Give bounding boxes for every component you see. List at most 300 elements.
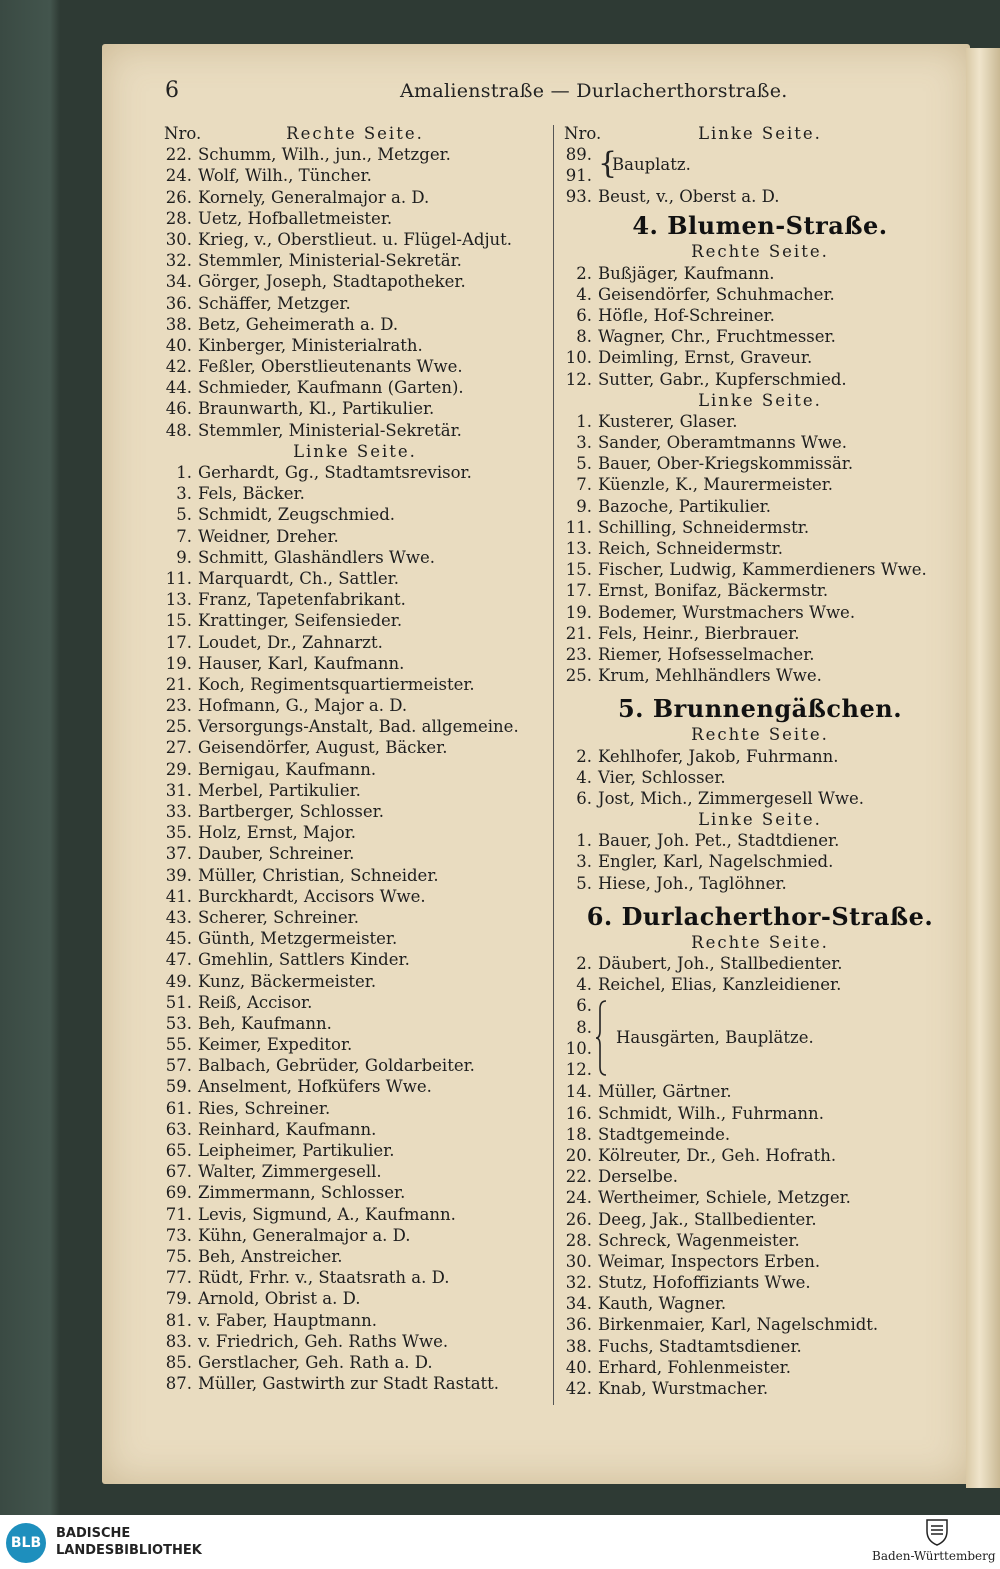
entry-name: Görger, Joseph, Stadtapotheker.: [198, 272, 466, 292]
entry-number-row: [560, 1059, 960, 1080]
entry-name: Balbach, Gebrüder, Goldarbeiter.: [198, 1056, 475, 1076]
entry-row: [160, 716, 550, 737]
state-name: Baden-Württemberg: [872, 1549, 996, 1563]
entry-number: 15.: [165, 611, 192, 631]
entry-number: 11.: [165, 568, 192, 588]
entry-number: 85.: [165, 1352, 192, 1372]
column-divider: [553, 125, 554, 1405]
entry-name: Schreck, Wagenmeister.: [598, 1230, 800, 1250]
entry-name: Burckhardt, Accisors Wwe.: [198, 886, 426, 906]
entry-number: 4.: [576, 975, 592, 995]
entry-row: [560, 788, 960, 809]
entry-number: 1.: [176, 463, 192, 482]
entry-row: [160, 165, 550, 186]
entry-name: Krieg, v., Oberstlieut. u. Flügel-Adjut.: [198, 229, 513, 249]
entry-row: [560, 538, 960, 559]
entry-number: 32.: [565, 1273, 592, 1293]
library-name-line: BADISCHE: [56, 1526, 131, 1541]
entry-row: [160, 886, 550, 907]
entry-number: 31.: [165, 780, 192, 800]
entry-row: [160, 335, 550, 356]
entry-name: Beh, Anstreicher.: [198, 1246, 343, 1266]
entry-list-right-side: [560, 1081, 960, 1399]
entry-number: 38.: [165, 314, 192, 334]
side-label-left: [560, 390, 960, 411]
entry-number: 40.: [565, 1357, 592, 1377]
entry-row: [160, 737, 550, 758]
entry-name: Schilling, Schneidermstr.: [598, 517, 810, 537]
entry-number: 27.: [165, 738, 192, 758]
entry-row: [560, 1336, 960, 1357]
page-edge: [966, 48, 1000, 1488]
entry-number: 13.: [565, 539, 592, 558]
entry-list-right-side: [160, 144, 550, 441]
entry-row: [560, 1230, 960, 1251]
entry-name: Müller, Gärtner.: [598, 1082, 732, 1102]
entry-row: [160, 1034, 550, 1055]
side-label-text: Rechte Seite.: [691, 725, 829, 745]
entry-number: 5.: [576, 873, 592, 893]
entry-name: Geisendörfer, Schuhmacher.: [598, 284, 835, 304]
entry-row: [160, 1310, 550, 1331]
entry-name: Hausgärten, Bauplätze.: [616, 1028, 814, 1048]
entry-number: 5.: [176, 505, 192, 525]
entry-row: [560, 517, 960, 538]
entry-name: v. Faber, Hauptmann.: [198, 1310, 377, 1330]
entry-name: Weidner, Dreher.: [198, 526, 339, 546]
entry-row: [160, 420, 550, 441]
entry-number: 63.: [165, 1119, 192, 1139]
entry-number: 38.: [565, 1336, 592, 1356]
entry-row: [160, 1331, 550, 1352]
entry-name: Fischer, Ludwig, Kammerdieners Wwe.: [598, 560, 927, 580]
entry-row: [160, 229, 550, 250]
entry-row: [160, 1352, 550, 1373]
entry-number: 2.: [576, 954, 592, 973]
right-column: [560, 123, 960, 1399]
entry-name: Dauber, Schreiner.: [198, 844, 355, 864]
entry-name: Bauer, Joh. Pet., Stadtdiener.: [598, 831, 840, 851]
entry-name: Rüdt, Frhr. v., Staatsrath a. D.: [198, 1268, 450, 1288]
entry-name: Sander, Oberamtmanns Wwe.: [598, 433, 848, 453]
entry-row: [160, 250, 550, 271]
nro-label: Nro.: [164, 124, 202, 143]
entry-name: Versorgungs-Anstalt, Bad. allgemeine.: [198, 717, 519, 737]
entry-number: 89.: [565, 145, 592, 165]
entry-row: [160, 1076, 550, 1097]
entry-name: Erhard, Fohlenmeister.: [598, 1357, 791, 1377]
entry-name: Schäffer, Metzger.: [198, 293, 351, 313]
side-label-right: [560, 241, 960, 262]
entry-number: 7.: [576, 475, 592, 495]
side-label-left: [560, 123, 960, 144]
entry-number: 26.: [165, 187, 192, 207]
entry-number: 43.: [165, 907, 192, 927]
entry-name: Kehlhofer, Jakob, Fuhrmann.: [598, 746, 839, 766]
entry-row: [560, 644, 960, 665]
entry-number: 79.: [165, 1289, 192, 1309]
entry-number: 37.: [165, 844, 192, 864]
entry-name: Schumm, Wilh., jun., Metzger.: [198, 145, 451, 165]
entry-name: Stemmler, Ministerial-Sekretär.: [198, 251, 462, 271]
entry-name: Kusterer, Glaser.: [598, 411, 738, 431]
entry-list-left-side: [560, 830, 960, 894]
entry-row: [560, 974, 960, 995]
brace-group-89-91: [560, 144, 960, 186]
entry-number: 36.: [565, 1315, 592, 1335]
entry-name: Däubert, Joh., Stallbedienter.: [598, 954, 843, 973]
entry-number: 36.: [165, 293, 192, 313]
entry-row: [160, 293, 550, 314]
entry-row: [560, 411, 960, 432]
entry-name: Betz, Geheimerath a. D.: [198, 314, 399, 334]
entry-number: 26.: [565, 1209, 592, 1229]
entry-name: Kinberger, Ministerialrath.: [198, 335, 423, 355]
entry-number: 6.: [576, 996, 592, 1016]
entry-number: 75.: [165, 1246, 192, 1266]
entry-number: 11.: [565, 517, 592, 537]
entry-number: 25.: [165, 717, 192, 737]
entry-row: [560, 1209, 960, 1230]
entry-name: Bauplatz.: [612, 155, 691, 175]
side-label-right: [560, 724, 960, 745]
entry-number: 30.: [565, 1251, 592, 1271]
entry-row: [160, 398, 550, 419]
entry-name: Engler, Karl, Nagelschmied.: [598, 852, 834, 872]
brace-glyph: {: [598, 146, 618, 182]
entry-name: Jost, Mich., Zimmergesell Wwe.: [598, 788, 865, 808]
entry-number: 25.: [565, 666, 592, 686]
entry-name: Ries, Schreiner.: [198, 1098, 331, 1118]
entry-row: [160, 356, 550, 377]
entry-number: 9.: [176, 547, 192, 567]
entry-number: 1.: [576, 831, 592, 851]
entry-name: Anselment, Hofküfers Wwe.: [198, 1077, 432, 1097]
entry-name: Arnold, Obrist a. D.: [198, 1289, 361, 1309]
entry-row: [160, 653, 550, 674]
entry-name: Wagner, Chr., Fruchtmesser.: [598, 327, 836, 347]
entry-name: Gerhardt, Gg., Stadtamtsrevisor.: [198, 463, 472, 482]
entry-row: [560, 1378, 960, 1399]
entry-number: 24.: [565, 1188, 592, 1208]
entry-number: 49.: [165, 971, 192, 991]
entry-number: 34.: [165, 272, 192, 292]
entry-number: 13.: [165, 590, 192, 610]
entry-name: Höfle, Hof-Schreiner.: [598, 305, 775, 325]
entry-number: 33.: [165, 802, 192, 821]
entry-name: Derselbe.: [598, 1167, 678, 1187]
library-name-line: LANDESBIBLIOTHEK: [56, 1543, 202, 1558]
brace-group-6-12: [560, 995, 960, 1081]
entry-number: 7.: [176, 526, 192, 546]
entry-row: [160, 144, 550, 165]
entry-name: Günth, Metzgermeister.: [198, 929, 398, 949]
entry-number: 48.: [165, 420, 192, 440]
entry-row: [560, 1081, 960, 1102]
entry-name: Hiese, Joh., Taglöhner.: [598, 873, 787, 893]
entry-name: Bodemer, Wurstmachers Wwe.: [598, 602, 856, 622]
entry-row: [160, 1225, 550, 1246]
entry-name: Reich, Schneidermstr.: [598, 539, 783, 558]
entry-number: 16.: [565, 1103, 592, 1123]
entry-row: [560, 453, 960, 474]
state-crest-icon: [922, 1517, 952, 1547]
entry-number: 41.: [165, 886, 192, 906]
entry-number: 65.: [165, 1141, 192, 1160]
entry-row: [560, 767, 960, 788]
entry-name: Stemmler, Ministerial-Sekretär.: [198, 420, 462, 440]
entry-row: [160, 1373, 550, 1394]
entry-name: Ernst, Bonifaz, Bäckermstr.: [598, 581, 829, 601]
entry-number: 42.: [165, 357, 192, 377]
entry-name: Deeg, Jak., Stallbedienter.: [598, 1209, 817, 1229]
entry-name: Bußjäger, Kaufmann.: [598, 263, 775, 283]
entry-name: Levis, Sigmund, A., Kaufmann.: [198, 1204, 456, 1224]
entry-number: 15.: [565, 560, 592, 580]
entry-row: [160, 589, 550, 610]
entry-name: v. Friedrich, Geh. Raths Wwe.: [198, 1331, 449, 1351]
entry-name: Fels, Bäcker.: [198, 484, 305, 504]
entry-name: Keimer, Expeditor.: [198, 1035, 353, 1055]
entry-number: 4.: [576, 767, 592, 787]
entry-row: [560, 1124, 960, 1145]
side-label-text: Linke Seite.: [698, 810, 822, 830]
entry-number: 20.: [565, 1145, 592, 1165]
side-label-left: [160, 441, 550, 462]
entry-row: [560, 1314, 960, 1335]
entry-number: 4.: [576, 284, 592, 304]
entry-row: [160, 504, 550, 525]
entry-number: 39.: [165, 865, 192, 885]
entry-name: Stadtgemeinde.: [598, 1124, 731, 1144]
entry-name: Kornely, Generalmajor a. D.: [198, 187, 430, 207]
entry-row: [160, 865, 550, 886]
entry-name: Merbel, Partikulier.: [198, 780, 361, 800]
entry-number: 12.: [565, 369, 592, 389]
entry-row: [160, 208, 550, 229]
entry-row: [560, 1166, 960, 1187]
entry-number: 83.: [165, 1331, 192, 1351]
entry-number: 34.: [565, 1294, 592, 1314]
entry-row: [560, 369, 960, 390]
entry-name: Vier, Schlosser.: [598, 767, 726, 787]
entry-name: Hauser, Karl, Kaufmann.: [198, 653, 405, 673]
entry-name: Bauer, Ober-Kriegskommissär.: [598, 454, 854, 474]
entry-row: [160, 1098, 550, 1119]
entry-number-row: [560, 995, 960, 1016]
entry-number: 91.: [565, 166, 592, 186]
entry-name: Wertheimer, Schiele, Metzger.: [598, 1188, 851, 1208]
entry-row: [160, 801, 550, 822]
entry-number: 28.: [565, 1230, 592, 1250]
entry-row: [160, 843, 550, 864]
entry-number: 6.: [576, 788, 592, 808]
entry-number: 10.: [565, 348, 592, 368]
side-label-text: Rechte Seite.: [691, 932, 829, 952]
entry-list-right-side: [560, 953, 960, 995]
entry-row: [560, 851, 960, 872]
entry-name: Loudet, Dr., Zahnarzt.: [198, 632, 383, 652]
entry-row: [560, 602, 960, 623]
entry-name: Reinhard, Kaufmann.: [198, 1119, 377, 1139]
page-header: [160, 78, 960, 108]
entry-row: [160, 1140, 550, 1161]
entry-row: [160, 971, 550, 992]
entry-row: [560, 953, 960, 974]
entry-row: [160, 992, 550, 1013]
entry-row: [160, 1288, 550, 1309]
entry-row: [160, 462, 550, 483]
entry-row: [160, 907, 550, 928]
entry-number: 9.: [576, 496, 592, 516]
entry-row: [560, 432, 960, 453]
entry-number: 6.: [576, 305, 592, 325]
library-name: [56, 1525, 202, 1559]
entry-number: 87.: [165, 1374, 192, 1394]
entry-number: 51.: [165, 992, 192, 1012]
entry-number: 1.: [576, 411, 592, 431]
entry-name: Fuchs, Stadtamtsdiener.: [598, 1336, 802, 1356]
entry-name: Schmieder, Kaufmann (Garten).: [198, 378, 464, 398]
entry-number: 21.: [165, 674, 192, 694]
side-label-text: Linke Seite.: [698, 390, 822, 410]
entry-row: [160, 1204, 550, 1225]
entry-row: [160, 695, 550, 716]
entry-row: [160, 1246, 550, 1267]
entry-name: Kunz, Bäckermeister.: [198, 971, 377, 991]
entry-row: [160, 759, 550, 780]
entry-number: 45.: [165, 929, 192, 949]
entry-name: Weimar, Inspectors Erben.: [598, 1251, 821, 1271]
entry-number: 3.: [576, 852, 592, 872]
entry-number: 2.: [576, 746, 592, 766]
entry-number: 57.: [165, 1056, 192, 1076]
entry-number: 93.: [565, 187, 592, 207]
entry-number: 3.: [576, 433, 592, 453]
entry-number: 19.: [165, 653, 192, 673]
entry-name: Braunwarth, Kl., Partikulier.: [198, 399, 435, 419]
street-heading: 5. Brunnengäßchen.: [617, 694, 903, 724]
entry-number: 3.: [176, 484, 192, 504]
entry-row: [560, 873, 960, 894]
entry-name: Müller, Christian, Schneider.: [198, 865, 439, 885]
entry-number: 23.: [565, 644, 592, 664]
entry-row: [560, 1272, 960, 1293]
entry-row: [160, 1055, 550, 1076]
entry-name: Marquardt, Ch., Sattler.: [198, 568, 399, 588]
entry-row: [560, 665, 960, 686]
entry-row: [560, 1357, 960, 1378]
entry-row: [160, 1182, 550, 1203]
entry-row: [560, 559, 960, 580]
entry-row: [560, 263, 960, 284]
entry-name: Bartberger, Schlosser.: [198, 802, 384, 821]
entry-number: 42.: [565, 1379, 592, 1398]
entry-number: 47.: [165, 950, 192, 970]
entry-name: Holz, Ernst, Major.: [198, 823, 357, 843]
side-label-right: [560, 932, 960, 953]
entry-name: Schmitt, Glashändlers Wwe.: [198, 547, 435, 567]
entry-name: Walter, Zimmergesell.: [198, 1162, 382, 1182]
entry-number: 17.: [165, 632, 192, 652]
entry-name: Geisendörfer, August, Bäcker.: [198, 738, 448, 758]
entry-name: Scherer, Schreiner.: [198, 907, 359, 927]
entry-name: Wolf, Wilh., Tüncher.: [198, 166, 372, 186]
entry-row: [160, 1161, 550, 1182]
page-number: 6: [165, 78, 179, 103]
entry-name: Fels, Heinr., Bierbrauer.: [598, 623, 800, 643]
entry-number: 12.: [565, 1059, 592, 1079]
entry-name: Knab, Wurstmacher.: [598, 1379, 769, 1398]
entry-name: Hofmann, G., Major a. D.: [198, 696, 408, 716]
entry-name: Schmidt, Wilh., Fuhrmann.: [598, 1103, 824, 1123]
entry-number: 23.: [165, 696, 192, 716]
street-heading: 6. Durlacherthor-Straße.: [586, 901, 934, 931]
entry-number: 8.: [576, 327, 592, 347]
entry-list-right-side: [560, 263, 960, 390]
entry-name: Bernigau, Kaufmann.: [198, 759, 377, 779]
entry-row: [160, 632, 550, 653]
entry-number: 46.: [165, 399, 192, 419]
entry-number: 77.: [165, 1268, 192, 1288]
side-label-left: [560, 809, 960, 830]
entry-row: [560, 1293, 960, 1314]
entry-number: 69.: [165, 1183, 192, 1203]
entry-list-left-side: [160, 462, 550, 1394]
entry-row: [160, 822, 550, 843]
entry-row: [160, 271, 550, 292]
entry-row: [560, 284, 960, 305]
nro-label: Nro.: [564, 124, 602, 143]
entry-number: 55.: [165, 1035, 192, 1055]
entry-number: 22.: [565, 1167, 592, 1187]
entry-name: Kühn, Generalmajor a. D.: [198, 1225, 411, 1245]
entry-row: [160, 377, 550, 398]
side-label-text: Linke Seite.: [293, 441, 417, 461]
entry-number: 17.: [565, 581, 592, 601]
entry-number: 5.: [576, 454, 592, 474]
entry-row: [160, 314, 550, 335]
entry-row: [160, 483, 550, 504]
entry-row: [560, 623, 960, 644]
entry-name: Kauth, Wagner.: [598, 1294, 727, 1314]
entry-row: [560, 830, 960, 851]
entry-name: Bazoche, Partikulier.: [598, 496, 771, 516]
entry-name: Deimling, Ernst, Graveur.: [598, 348, 813, 368]
entry-name: Zimmermann, Schlosser.: [198, 1183, 406, 1203]
entry-name: Reiß, Accisor.: [198, 992, 313, 1012]
entry-row: [160, 610, 550, 631]
entry-number: 28.: [165, 208, 192, 228]
entry-name: Leipheimer, Partikulier.: [198, 1141, 395, 1160]
entry-row: [560, 347, 960, 368]
entry-name: Birkenmaier, Karl, Nagelschmidt.: [598, 1315, 879, 1335]
entry-name: Krum, Mehlhändlers Wwe.: [598, 666, 822, 686]
left-column: [160, 123, 550, 1394]
entry-name: Feßler, Oberstlieutenants Wwe.: [198, 357, 463, 377]
entry-number: 14.: [565, 1082, 592, 1102]
side-label-text: Rechte Seite.: [286, 124, 424, 143]
entry-name: Kölreuter, Dr., Geh. Hofrath.: [598, 1145, 837, 1165]
entry-name: Franz, Tapetenfabrikant.: [198, 590, 406, 610]
entry-name: Schmidt, Zeugschmied.: [198, 505, 396, 525]
entry-row: [160, 568, 550, 589]
entry-name: Gmehlin, Sattlers Kinder.: [198, 950, 410, 970]
entry-list-right-side: [560, 746, 960, 810]
blb-logo-icon: BLB: [6, 1523, 46, 1563]
entry-number: 71.: [165, 1204, 192, 1224]
entry-number: 29.: [165, 759, 192, 779]
